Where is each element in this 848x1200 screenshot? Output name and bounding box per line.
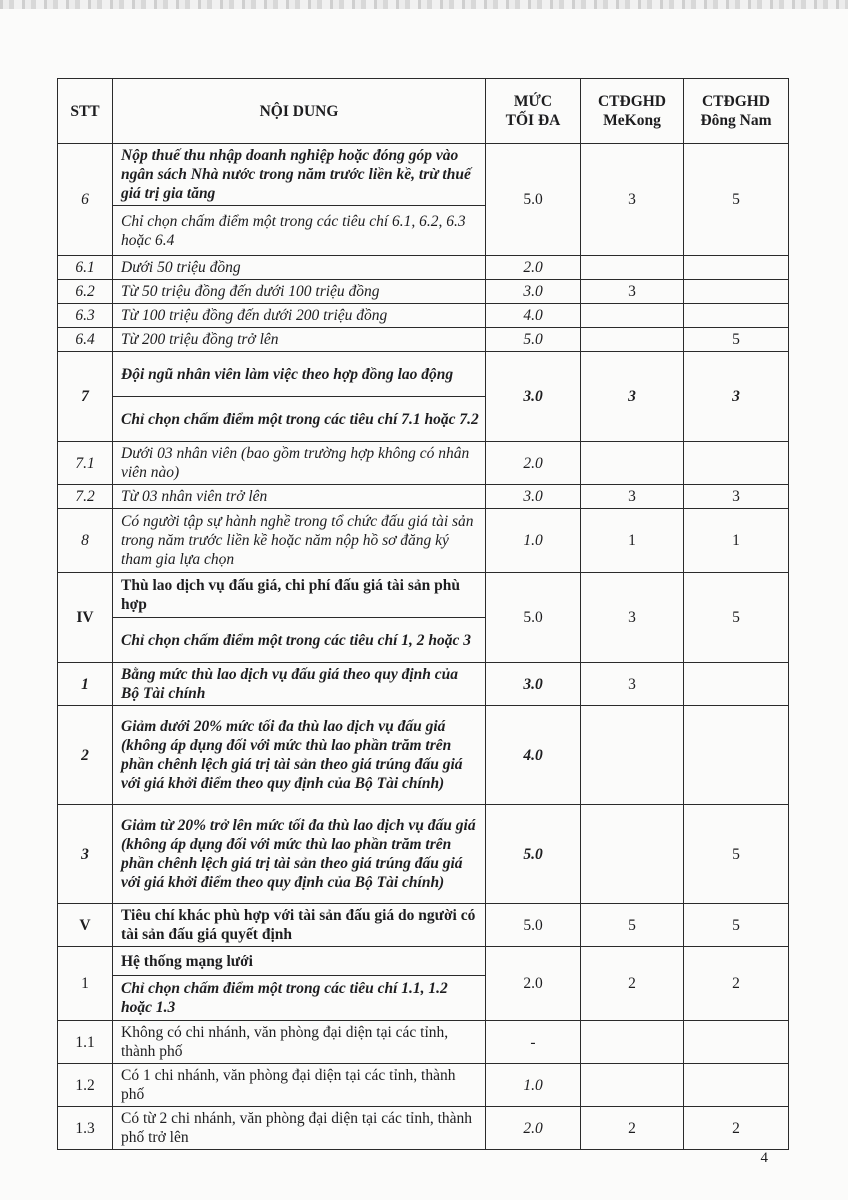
- table-row: [58, 256, 789, 280]
- row-dongnam: [684, 706, 789, 805]
- row-content-title: Hệ thống mạng lưới: [113, 947, 486, 976]
- row-content-instruction: Chỉ chọn chấm điểm một trong các tiêu chí 1, 2 hoặc 3: [113, 618, 486, 663]
- row-max: 5.0: [486, 904, 581, 947]
- row-stt: 8: [58, 509, 113, 573]
- row-max: 3.0: [486, 352, 581, 442]
- table-row: [58, 573, 789, 618]
- row-content-instruction: Chỉ chọn chấm điểm một trong các tiêu chí 6.1, 6.2, 6.3 hoặc 6.4: [113, 206, 486, 256]
- row-max: 1.0: [486, 1064, 581, 1107]
- row-mekong: [581, 304, 684, 328]
- row-max: 4.0: [486, 304, 581, 328]
- row-content: Dưới 50 triệu đồng: [113, 256, 486, 280]
- row-dongnam: [684, 304, 789, 328]
- row-content: Có 1 chi nhánh, văn phòng đại diện tại các tỉnh, thành phố: [113, 1064, 486, 1107]
- row-stt: 7.2: [58, 485, 113, 509]
- row-dongnam: 2: [684, 1107, 789, 1150]
- row-mekong: 5: [581, 904, 684, 947]
- table-row: [58, 509, 789, 573]
- row-content: Dưới 03 nhân viên (bao gồm trường hợp không có nhân viên nào): [113, 442, 486, 485]
- row-dongnam: [684, 663, 789, 706]
- row-stt: IV: [58, 573, 113, 663]
- table-row: [58, 1064, 789, 1107]
- row-dongnam: 5: [684, 144, 789, 256]
- row-stt: 6.4: [58, 328, 113, 352]
- scoring-table: [57, 78, 789, 1150]
- row-stt: 7: [58, 352, 113, 442]
- row-mekong: [581, 706, 684, 805]
- row-stt: 1.1: [58, 1021, 113, 1064]
- row-content-instruction: Chỉ chọn chấm điểm một trong các tiêu chí 1.1, 1.2 hoặc 1.3: [113, 976, 486, 1021]
- row-max: -: [486, 1021, 581, 1064]
- row-mekong: [581, 442, 684, 485]
- row-content-title: Nộp thuế thu nhập doanh nghiệp hoặc đóng góp vào ngân sách Nhà nước trong năm trước liền kề, trừ thuế giá trị gia tăng: [113, 144, 486, 206]
- row-stt: 3: [58, 805, 113, 904]
- row-max: 4.0: [486, 706, 581, 805]
- row-dongnam: 2: [684, 947, 789, 1021]
- header-dongnam: CTĐGHD Đông Nam: [684, 79, 789, 144]
- header-stt: STT: [58, 79, 113, 144]
- row-mekong: 3: [581, 352, 684, 442]
- row-mekong: 3: [581, 573, 684, 663]
- row-content: Từ 200 triệu đồng trở lên: [113, 328, 486, 352]
- row-dongnam: 1: [684, 509, 789, 573]
- row-mekong: [581, 805, 684, 904]
- row-mekong: 3: [581, 485, 684, 509]
- row-content: Từ 50 triệu đồng đến dưới 100 triệu đồng: [113, 280, 486, 304]
- row-stt: V: [58, 904, 113, 947]
- row-stt: 1: [58, 663, 113, 706]
- row-mekong: [581, 256, 684, 280]
- row-mekong: [581, 1064, 684, 1107]
- row-content: Không có chi nhánh, văn phòng đại diện tại các tỉnh, thành phố: [113, 1021, 486, 1064]
- table-row: [58, 805, 789, 904]
- row-mekong: 3: [581, 663, 684, 706]
- row-stt: 2: [58, 706, 113, 805]
- page-number: 4: [760, 1150, 768, 1166]
- header-mekong: CTĐGHD MeKong: [581, 79, 684, 144]
- row-content-instruction: Chỉ chọn chấm điểm một trong các tiêu chí 7.1 hoặc 7.2: [113, 397, 486, 442]
- table-row: [58, 663, 789, 706]
- row-dongnam: 5: [684, 904, 789, 947]
- row-mekong: 2: [581, 947, 684, 1021]
- row-stt: 6.3: [58, 304, 113, 328]
- row-max: 5.0: [486, 573, 581, 663]
- row-dongnam: [684, 1021, 789, 1064]
- row-content-title: Đội ngũ nhân viên làm việc theo hợp đồng lao động: [113, 352, 486, 397]
- row-content: Từ 100 triệu đồng đến dưới 200 triệu đồng: [113, 304, 486, 328]
- row-dongnam: 3: [684, 485, 789, 509]
- table-row: [58, 1107, 789, 1150]
- row-stt: 6.2: [58, 280, 113, 304]
- table-row: [58, 947, 789, 976]
- row-content: Có từ 2 chi nhánh, văn phòng đại diện tại các tỉnh, thành phố trở lên: [113, 1107, 486, 1150]
- row-dongnam: 5: [684, 805, 789, 904]
- table-row: [58, 442, 789, 485]
- table-row: [58, 706, 789, 805]
- row-max: 1.0: [486, 509, 581, 573]
- header-content: NỘI DUNG: [113, 79, 486, 144]
- row-stt: 1.3: [58, 1107, 113, 1150]
- row-dongnam: 3: [684, 352, 789, 442]
- row-content: Giảm từ 20% trở lên mức tối đa thù lao dịch vụ đấu giá (không áp dụng đối với mức thù lao phần trăm trên phần chênh lệch giá trị tài sản theo giá trúng đấu giá với giá khởi điểm theo quy định của Bộ Tài chính): [113, 805, 486, 904]
- table-header-row: [58, 79, 789, 144]
- table-row: [58, 328, 789, 352]
- table-row: [58, 1021, 789, 1064]
- row-stt: 6: [58, 144, 113, 256]
- row-max: 2.0: [486, 947, 581, 1021]
- row-dongnam: [684, 442, 789, 485]
- row-max: 2.0: [486, 256, 581, 280]
- table-row: [58, 144, 789, 206]
- row-dongnam: 5: [684, 573, 789, 663]
- row-stt: 7.1: [58, 442, 113, 485]
- row-max: 3.0: [486, 663, 581, 706]
- row-content: Có người tập sự hành nghề trong tổ chức đấu giá tài sản trong năm trước liền kề hoặc năm nộp hồ sơ đăng ký tham gia lựa chọn: [113, 509, 486, 573]
- row-mekong: 3: [581, 144, 684, 256]
- row-mekong: 2: [581, 1107, 684, 1150]
- row-mekong: [581, 1021, 684, 1064]
- table-row: [58, 485, 789, 509]
- row-dongnam: 5: [684, 328, 789, 352]
- table-row: [58, 904, 789, 947]
- scan-top-edge: [0, 0, 848, 9]
- table-row: [58, 280, 789, 304]
- row-max: 2.0: [486, 1107, 581, 1150]
- row-content: Tiêu chí khác phù hợp với tài sản đấu giá do người có tài sản đấu giá quyết định: [113, 904, 486, 947]
- row-max: 3.0: [486, 280, 581, 304]
- row-stt: 1.2: [58, 1064, 113, 1107]
- row-dongnam: [684, 256, 789, 280]
- row-max: 5.0: [486, 805, 581, 904]
- row-mekong: 3: [581, 280, 684, 304]
- row-max: 5.0: [486, 144, 581, 256]
- row-content: Từ 03 nhân viên trở lên: [113, 485, 486, 509]
- row-max: 2.0: [486, 442, 581, 485]
- row-dongnam: [684, 280, 789, 304]
- row-stt: 6.1: [58, 256, 113, 280]
- row-stt: 1: [58, 947, 113, 1021]
- row-content-title: Thù lao dịch vụ đấu giá, chi phí đấu giá tài sản phù hợp: [113, 573, 486, 618]
- table-row: [58, 352, 789, 397]
- row-max: 5.0: [486, 328, 581, 352]
- table-row: [58, 304, 789, 328]
- row-mekong: 1: [581, 509, 684, 573]
- row-max: 3.0: [486, 485, 581, 509]
- row-content: Giảm dưới 20% mức tối đa thù lao dịch vụ đấu giá (không áp dụng đối với mức thù lao phần trăm trên phần chênh lệch giá trị tài sản theo giá trúng đấu giá với giá khởi điểm theo quy định của Bộ Tài chính): [113, 706, 486, 805]
- row-content: Bằng mức thù lao dịch vụ đấu giá theo quy định của Bộ Tài chính: [113, 663, 486, 706]
- row-mekong: [581, 328, 684, 352]
- row-dongnam: [684, 1064, 789, 1107]
- header-max: MỨC TỐI ĐA: [486, 79, 581, 144]
